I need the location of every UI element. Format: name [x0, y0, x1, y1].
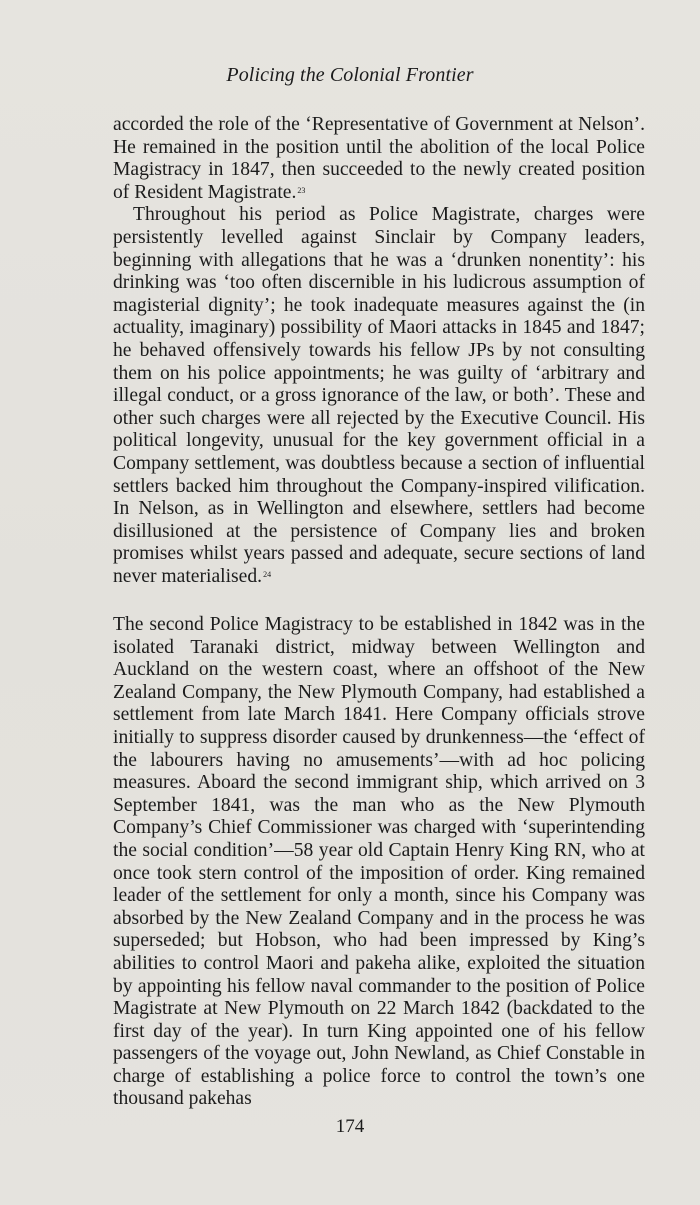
paragraph-continuation: accorded the role of the ‘Representative of Government at Nelson’. He remained in the position until the abolition of the local Police Magistracy in 1847, then succeeded to the newly created position of Resident Magistrate.$^{23}$	[113, 114, 645, 203]
running-head: Policing the Colonial Frontier	[226, 64, 474, 86]
page-number: 174	[335, 1116, 365, 1137]
paragraph-sinclair-charges: Throughout his period as Police Magistrate, charges were persistently levelled against Sinclair by Company leaders, beginning with allegations that he was a ‘drunken nonentity’: his drinking was ‘too often discernible in his ludicrous assumption of magisterial dignity’; he took inadequate measures against the (in actuality, imaginary) possibility of Maori attacks in 1845 and 1847; he behaved offensively towards his fellow JPs by not consulting them on his police appointments; he was guilty of ‘arbitrary and illegal conduct, or a gross ignorance of the law, or both’. These and other such charges were all rejected by the Executive Council. His political longevity, unusual for the key government official in a Company settlement, was doubtless because a section of influential settlers backed him throughout the Company-inspired vilification. In Nelson, as in Wellington and elsewhere, settlers had become disillusioned at the persistence of Company lies and broken promises whilst years passed and adequate, secure sections of land never materialised.$^{24}$	[113, 204, 645, 587]
footnote-ref-24[interactable]: 24	[263, 569, 272, 579]
paragraph-new-plymouth: The second Police Magistracy to be established in 1842 was in the isolated Taranaki district, midway between Wellington and Auckland on the western coast, where an offshoot of the New Zealand Company, the New Plymouth Company, had established a settlement from late March 1841. Here Company officials strove initially to suppress disorder caused by drunkenness—the ‘effect of the labourers having no amusements’—with ad hoc policing measures. Aboard the second immigrant ship, which arrived on 3 September 1841, was the man who as the New Plymouth Company’s Chief Commissioner was charged with ‘superintending the social condition’—58 year old Captain Henry King RN, who at once took stern control of the imposition of order. King remained leader of the settlement for only a month, since his Company was absorbed by the New Zealand Company and in the process he was superseded; but Hobson, who had been impressed by King’s abilities to control Maori and pakeha alike, exploited the situation by appointing his fellow naval commander to the position of Police Magistrate at New Plymouth on 22 March 1842 (backdated to the first day of the year). In turn King appointed one of his fellow passengers of the voyage out, John Newland, as Chief Constable in charge of establishing a police force to control the town’s one thousand pakehas	[113, 614, 645, 1110]
footnote-ref-23[interactable]: 23	[297, 185, 306, 195]
text-block-top	[113, 114, 645, 588]
